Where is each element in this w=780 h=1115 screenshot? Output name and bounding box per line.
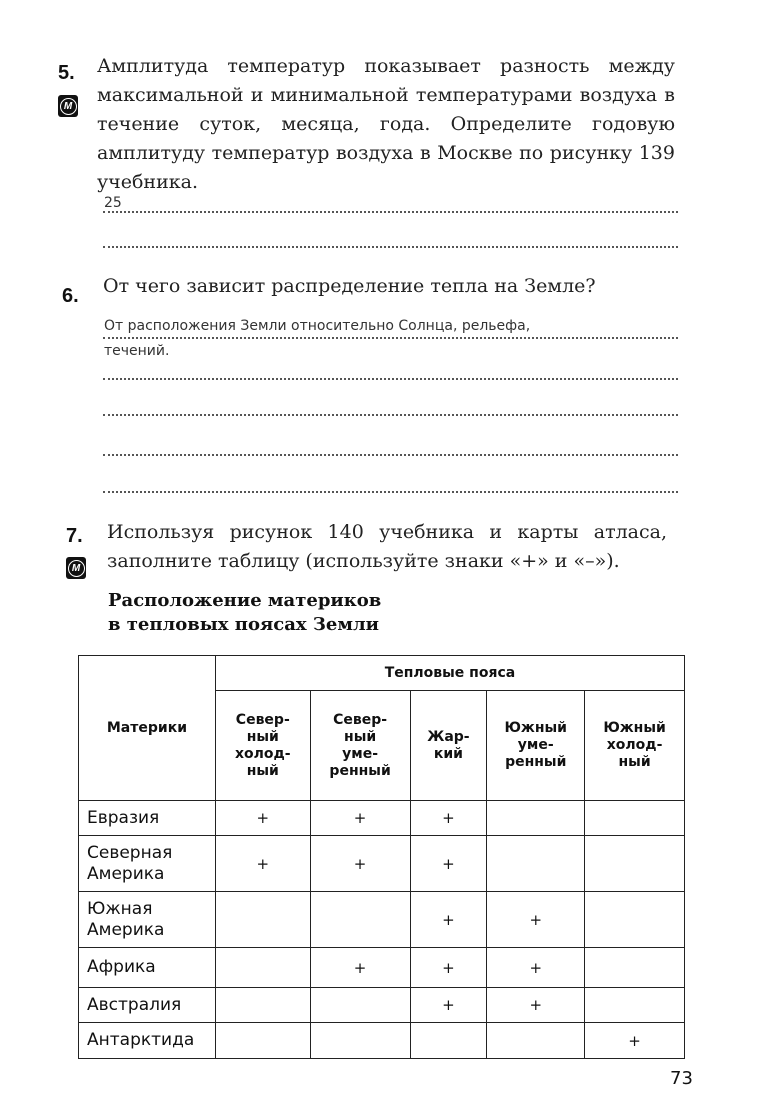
zone-cell[interactable]: +	[410, 801, 487, 836]
question-6-number: 6.	[62, 285, 79, 307]
zone-cell[interactable]	[487, 836, 585, 892]
continent-name: Северная Америка	[79, 836, 216, 892]
answer-line	[103, 211, 678, 213]
table-row	[79, 1023, 685, 1059]
question-6-answer-line-2[interactable]: течений.	[104, 343, 170, 359]
zone-cell[interactable]	[585, 948, 685, 988]
zone-header: Южный уме- ренный	[487, 691, 585, 801]
m-badge-icon: М	[58, 95, 78, 117]
zone-cell[interactable]	[585, 801, 685, 836]
zone-cell[interactable]	[310, 1023, 410, 1059]
zone-cell[interactable]	[215, 988, 310, 1023]
zone-header: Южный холод- ный	[585, 691, 685, 801]
zone-cell[interactable]	[410, 1023, 487, 1059]
zone-cell[interactable]: +	[487, 892, 585, 948]
question-7-text: Используя рисунок 140 учебника и карты атласа, заполните таблицу (используйте знаки «+» и «–»).	[107, 521, 667, 572]
continent-name: Евразия	[79, 801, 216, 836]
continent-name: Африка	[79, 948, 216, 988]
answer-line	[103, 337, 678, 339]
answer-line	[103, 246, 678, 248]
continent-name: Австралия	[79, 988, 216, 1023]
group-header-heat-zones: Тепловые пояса	[215, 656, 684, 691]
zone-cell[interactable]	[487, 801, 585, 836]
table-row	[79, 988, 685, 1023]
zone-cell[interactable]: +	[410, 836, 487, 892]
zone-cell[interactable]	[585, 988, 685, 1023]
zone-cell[interactable]: +	[215, 801, 310, 836]
answer-line	[103, 454, 678, 456]
zone-cell[interactable]: +	[310, 948, 410, 988]
m-badge-icon: М	[66, 557, 86, 579]
zone-cell[interactable]: +	[487, 948, 585, 988]
zone-cell[interactable]: +	[310, 801, 410, 836]
zone-cell[interactable]	[310, 988, 410, 1023]
continents-heat-zones-table	[78, 655, 685, 1059]
question-6-text: От чего зависит распределение тепла на Земле?	[103, 275, 596, 297]
table-title-line: в тепловых поясах Земли	[108, 614, 380, 635]
table-row	[79, 892, 685, 948]
continent-name: Южная Америка	[79, 892, 216, 948]
continent-name: Антарктида	[79, 1023, 216, 1059]
zone-header: Север- ный холод- ный	[215, 691, 310, 801]
zone-header: Север- ный уме- ренный	[310, 691, 410, 801]
zone-cell[interactable]	[310, 892, 410, 948]
zone-cell[interactable]: +	[487, 988, 585, 1023]
zone-cell[interactable]	[585, 892, 685, 948]
zone-cell[interactable]: +	[585, 1023, 685, 1059]
zone-cell[interactable]: +	[410, 892, 487, 948]
zone-cell[interactable]	[215, 948, 310, 988]
table-row	[79, 836, 685, 892]
question-7-number: 7.	[66, 525, 83, 547]
table-row	[79, 801, 685, 836]
col-header-continents: Материки	[79, 656, 216, 801]
zone-cell[interactable]	[487, 1023, 585, 1059]
table-row	[79, 948, 685, 988]
zone-cell[interactable]: +	[410, 988, 487, 1023]
zone-header: Жар- кий	[410, 691, 487, 801]
question-5-answer[interactable]: 25	[104, 195, 122, 211]
zone-cell[interactable]	[215, 892, 310, 948]
question-5-text: Амплитуда температур показывает разность между максимальной и минимальной температурами воздуха в течение суток, месяца, года. Определите годовую амплитуду температур воздуха в Москве по рисунку 139 учебника.	[97, 55, 675, 193]
question-6-answer-line-1[interactable]: От расположения Земли относительно Солнца, рельефа,	[104, 318, 531, 334]
zone-cell[interactable]	[585, 836, 685, 892]
zone-cell[interactable]	[215, 1023, 310, 1059]
page-number: 73	[670, 1068, 693, 1089]
zone-cell[interactable]: +	[215, 836, 310, 892]
table-title	[108, 589, 381, 637]
question-5-number: 5.	[58, 62, 75, 84]
answer-line	[103, 378, 678, 380]
zone-cell[interactable]: +	[310, 836, 410, 892]
table-title-line: Расположение материков	[108, 590, 382, 611]
zone-cell[interactable]: +	[410, 948, 487, 988]
answer-line	[103, 491, 678, 493]
answer-line	[103, 414, 678, 416]
